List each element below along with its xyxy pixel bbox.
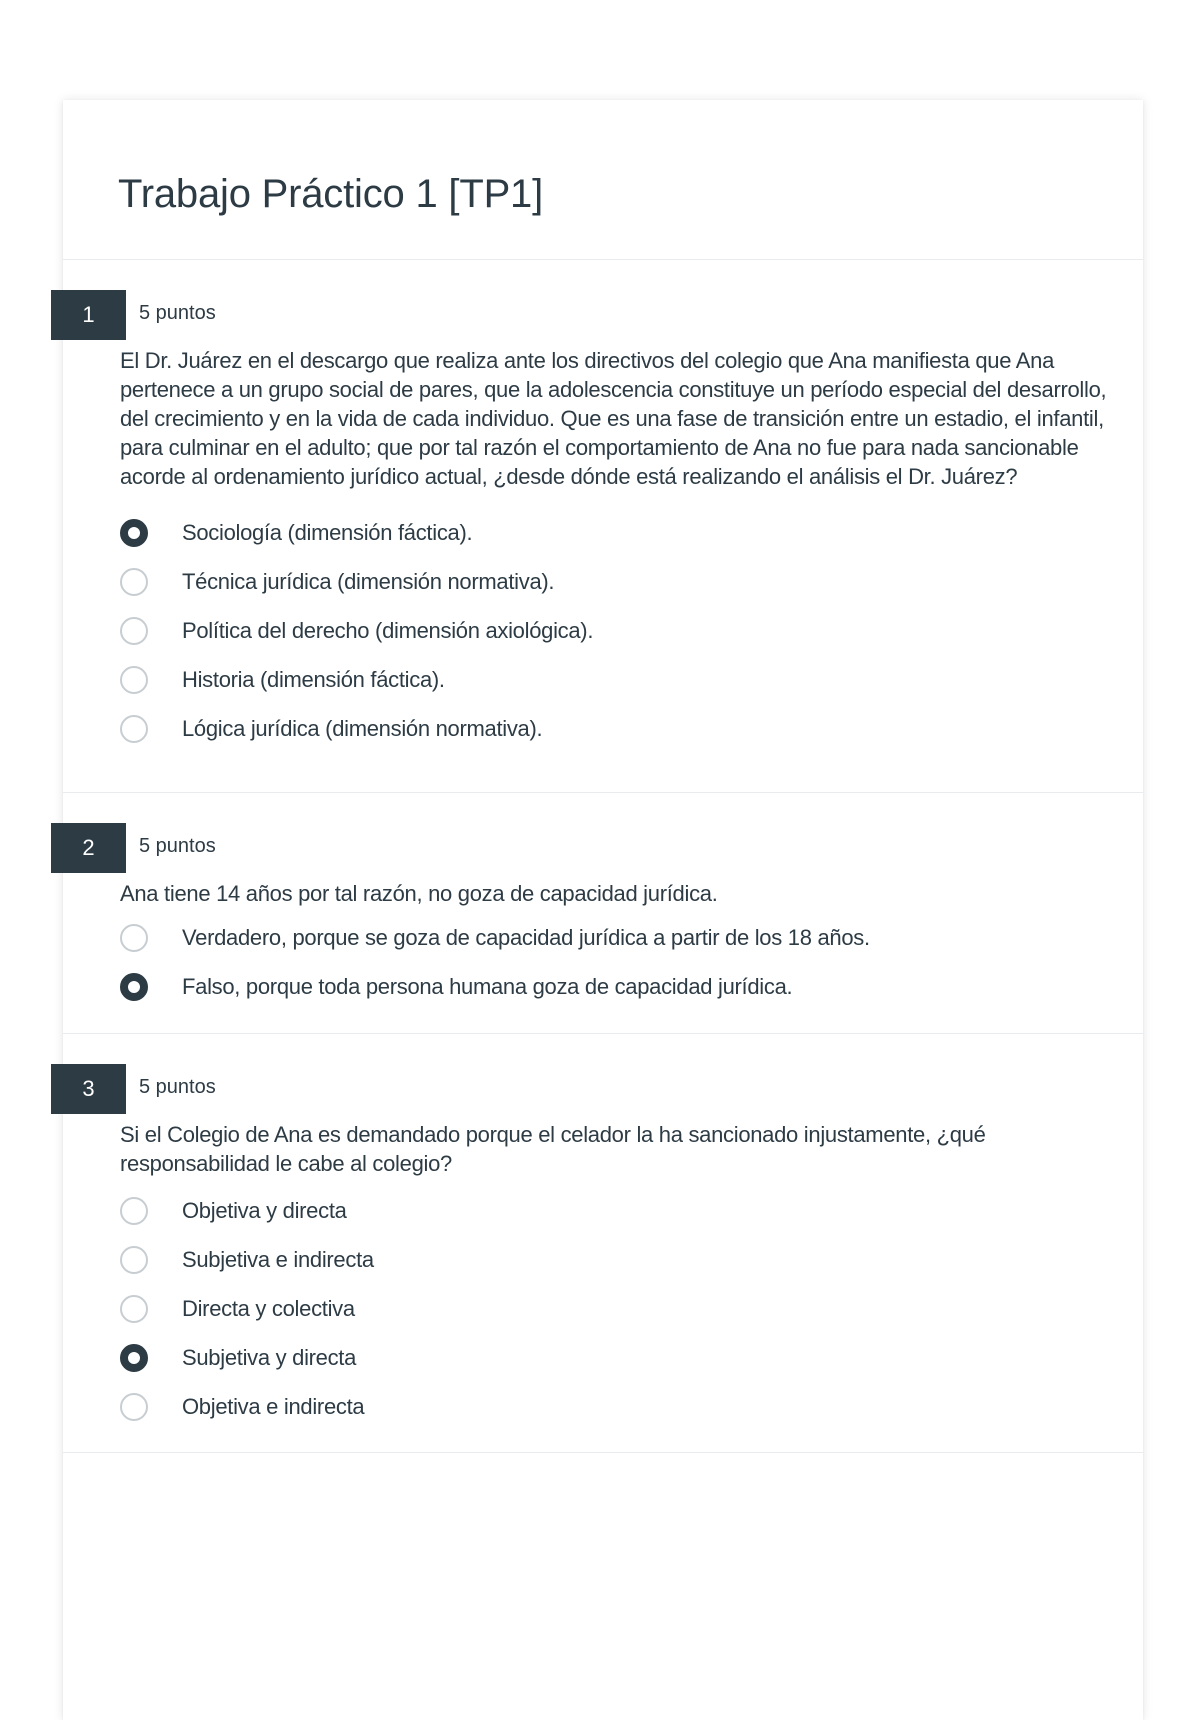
question-points: 5 puntos (139, 835, 216, 857)
radio-button[interactable] (120, 568, 148, 596)
answer-option[interactable] (120, 1333, 374, 1382)
radio-button[interactable] (120, 1197, 148, 1225)
radio-button[interactable] (120, 973, 148, 1001)
answer-option[interactable] (120, 1235, 374, 1284)
answer-option[interactable] (120, 557, 593, 606)
question-number-badge: 2 (51, 823, 126, 873)
answer-option-label: Política del derecho (dimensión axiológica). (182, 617, 594, 643)
radio-button[interactable] (120, 1295, 148, 1323)
quiz-header (63, 100, 1143, 260)
radio-button[interactable] (120, 666, 148, 694)
radio-button[interactable] (120, 924, 148, 952)
radio-button[interactable] (120, 715, 148, 743)
answer-options (120, 1186, 374, 1431)
radio-button[interactable] (120, 519, 148, 547)
question-text: Ana tiene 14 años por tal razón, no goza de capacidad jurídica. (120, 881, 718, 906)
question-points: 5 puntos (139, 302, 216, 324)
answer-option[interactable] (120, 962, 870, 1011)
answer-option-label: Lógica jurídica (dimensión normativa). (182, 715, 543, 741)
question-text: Si el Colegio de Ana es demandado porque el celador la ha sancionado injustamente, ¿qué responsabilidad le cabe al colegio? (120, 1122, 986, 1176)
answer-option-label: Objetiva y directa (182, 1197, 347, 1223)
answer-option[interactable] (120, 1186, 374, 1235)
question-points: 5 puntos (139, 1076, 216, 1098)
quiz-title: Trabajo Práctico 1 [TP1] (118, 172, 544, 216)
question-number-badge: 3 (51, 1064, 126, 1114)
answer-option-label: Subjetiva e indirecta (182, 1246, 374, 1272)
answer-option-label: Falso, porque toda persona humana goza de capacidad jurídica. (182, 973, 793, 999)
answer-option[interactable] (120, 655, 593, 704)
answer-option-label: Técnica jurídica (dimensión normativa). (182, 568, 555, 594)
question-text: El Dr. Juárez en el descargo que realiza ante los directivos del colegio que Ana manifiesta que Ana pertenece a un grupo social de pares, que la adolescencia constituye un período especial del desarrollo, del crecimiento y en la vida de cada individuo. Que es una fase de transición entre un estadio, el infantil, para culminar en el adulto; que por tal razón el comportamiento de Ana no fue para nada sancionable acorde al ordenamiento jurídico actual, ¿desde dónde está realizando el análisis el Dr. Juárez? (120, 348, 1107, 489)
radio-button[interactable] (120, 617, 148, 645)
answer-option-label: Sociología (dimensión fáctica). (182, 519, 473, 545)
question-3 (63, 1034, 1143, 1453)
radio-button[interactable] (120, 1344, 148, 1372)
answer-option[interactable] (120, 913, 870, 962)
radio-button[interactable] (120, 1393, 148, 1421)
answer-option[interactable] (120, 606, 593, 655)
answer-option-label: Objetiva e indirecta (182, 1393, 365, 1419)
radio-button[interactable] (120, 1246, 148, 1274)
answer-option[interactable] (120, 508, 593, 557)
answer-option-label: Directa y colectiva (182, 1295, 355, 1321)
question-number-badge: 1 (51, 290, 126, 340)
quiz-card (63, 100, 1143, 1720)
answer-options (120, 508, 593, 753)
answer-option[interactable] (120, 704, 593, 753)
question-1 (63, 260, 1143, 793)
answer-option[interactable] (120, 1284, 374, 1333)
answer-option-label: Verdadero, porque se goza de capacidad jurídica a partir de los 18 años. (182, 924, 870, 950)
answer-option-label: Subjetiva y directa (182, 1344, 357, 1370)
answer-option-label: Historia (dimensión fáctica). (182, 666, 445, 692)
question-2 (63, 793, 1143, 1034)
answer-option[interactable] (120, 1382, 374, 1431)
answer-options (120, 913, 870, 1011)
